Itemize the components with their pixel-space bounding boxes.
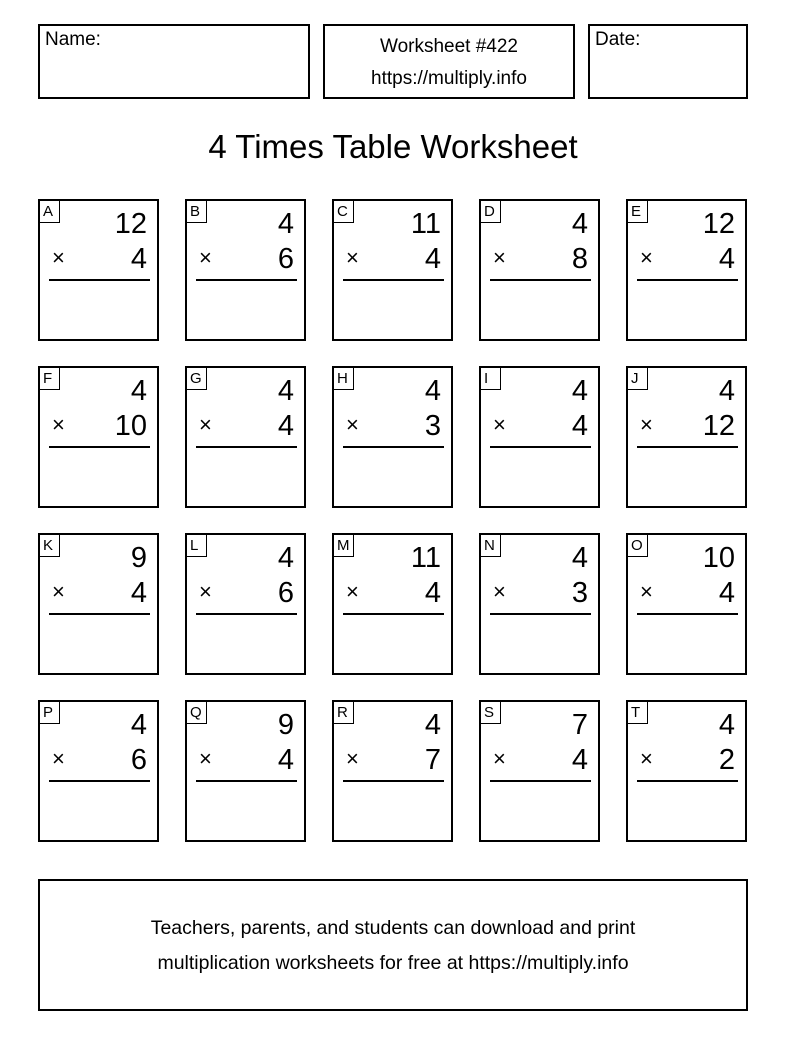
problem-multiplier: 4 (571, 744, 588, 776)
multiply-sign: × (52, 412, 65, 437)
problem-card[interactable] (479, 533, 600, 675)
problem-card[interactable] (626, 366, 747, 508)
answer-line (343, 613, 444, 615)
multiply-sign: × (346, 746, 359, 771)
answer-line (49, 780, 150, 782)
problem-multiplicand: 4 (130, 375, 147, 407)
problem-multiplicand: 4 (277, 208, 294, 240)
multiply-sign: × (640, 412, 653, 437)
multiply-sign: × (346, 412, 359, 437)
problem-card[interactable] (332, 700, 453, 842)
problem-card[interactable] (626, 700, 747, 842)
problem-letter: B (187, 201, 207, 223)
multiply-sign: × (52, 746, 65, 771)
problem-multiplier: 4 (571, 410, 588, 442)
problem-card[interactable] (185, 700, 306, 842)
problem-multiplicand: 4 (571, 542, 588, 574)
problem-card[interactable] (479, 366, 600, 508)
answer-line (343, 279, 444, 281)
worksheet-url: https://multiply.info (371, 68, 527, 89)
date-field-box[interactable] (588, 24, 748, 99)
problem-letter: O (628, 535, 648, 557)
answer-line (49, 446, 150, 448)
problem-card[interactable] (479, 700, 600, 842)
problem-letter: J (628, 368, 648, 390)
multiply-sign: × (346, 579, 359, 604)
problem-card[interactable] (38, 700, 159, 842)
problem-letter: N (481, 535, 501, 557)
problem-card[interactable] (332, 366, 453, 508)
problem-letter: A (40, 201, 60, 223)
answer-line (196, 780, 297, 782)
problem-letter: I (481, 368, 501, 390)
problem-multiplier: 2 (718, 744, 735, 776)
multiply-sign: × (199, 412, 212, 437)
problem-multiplicand: 9 (277, 709, 294, 741)
name-label: Name: (45, 29, 101, 50)
problem-letter: H (334, 368, 354, 390)
footer-box (38, 879, 748, 1011)
problem-multiplier: 8 (571, 243, 588, 275)
answer-line (490, 613, 591, 615)
problem-multiplicand: 12 (702, 208, 735, 240)
answer-line (490, 279, 591, 281)
answer-line (343, 780, 444, 782)
worksheet-number: Worksheet #422 (379, 36, 518, 57)
footer-text-line-1: Teachers, parents, and students can download and print (150, 917, 636, 939)
problem-multiplier: 4 (130, 243, 147, 275)
problem-multiplicand: 11 (410, 208, 441, 240)
multiply-sign: × (199, 245, 212, 270)
problem-letter: D (481, 201, 501, 223)
problem-multiplier: 6 (277, 243, 294, 275)
problem-card[interactable] (332, 199, 453, 341)
problem-multiplicand: 4 (718, 709, 735, 741)
problem-card[interactable] (626, 199, 747, 341)
multiply-sign: × (52, 579, 65, 604)
worksheet-info-box (323, 24, 575, 99)
multiply-sign: × (493, 245, 506, 270)
problem-multiplicand: 4 (424, 709, 441, 741)
answer-line (196, 446, 297, 448)
multiply-sign: × (640, 245, 653, 270)
multiply-sign: × (493, 412, 506, 437)
problem-multiplicand: 9 (130, 542, 147, 574)
problem-letter: T (628, 702, 648, 724)
problem-multiplier: 4 (424, 243, 441, 275)
date-label: Date: (595, 29, 641, 50)
multiply-sign: × (52, 245, 65, 270)
problem-card[interactable] (38, 366, 159, 508)
multiply-sign: × (493, 746, 506, 771)
problem-multiplicand: 4 (277, 375, 294, 407)
answer-line (490, 446, 591, 448)
problem-multiplier: 4 (130, 577, 147, 609)
problem-multiplicand: 4 (130, 709, 147, 741)
answer-line (49, 613, 150, 615)
multiply-sign: × (346, 245, 359, 270)
problem-multiplier: 3 (424, 410, 441, 442)
problem-multiplier: 3 (571, 577, 588, 609)
problem-multiplier: 7 (424, 744, 441, 776)
problem-multiplier: 4 (424, 577, 441, 609)
problem-letter: P (40, 702, 60, 724)
problem-multiplier: 4 (718, 243, 735, 275)
problem-multiplier: 6 (277, 577, 294, 609)
problem-letter: E (628, 201, 648, 223)
multiply-sign: × (640, 746, 653, 771)
multiply-sign: × (199, 579, 212, 604)
problem-multiplicand: 4 (571, 375, 588, 407)
problem-card[interactable] (626, 533, 747, 675)
problem-multiplier: 12 (702, 410, 735, 442)
problem-card[interactable] (332, 533, 453, 675)
problem-letter: Q (187, 702, 207, 724)
multiply-sign: × (640, 579, 653, 604)
problem-multiplicand: 7 (571, 709, 588, 741)
answer-line (637, 613, 738, 615)
problem-card[interactable] (185, 533, 306, 675)
problem-letter: M (334, 535, 354, 557)
problem-card[interactable] (479, 199, 600, 341)
problem-letter: L (187, 535, 207, 557)
problem-multiplier: 10 (114, 410, 147, 442)
answer-line (637, 780, 738, 782)
problem-letter: G (187, 368, 207, 390)
answer-line (490, 780, 591, 782)
problem-multiplier: 4 (277, 744, 294, 776)
problem-letter: S (481, 702, 501, 724)
page-title: 4 Times Table Worksheet (208, 128, 578, 165)
problem-letter: K (40, 535, 60, 557)
problem-multiplicand: 12 (114, 208, 147, 240)
multiply-sign: × (199, 746, 212, 771)
problem-card[interactable] (38, 533, 159, 675)
problem-multiplier: 4 (277, 410, 294, 442)
name-field-box[interactable] (38, 24, 310, 99)
answer-line (49, 279, 150, 281)
problem-card[interactable] (38, 199, 159, 341)
problem-multiplicand: 4 (571, 208, 588, 240)
answer-line (196, 613, 297, 615)
answer-line (637, 446, 738, 448)
problem-letter: C (334, 201, 354, 223)
answer-line (343, 446, 444, 448)
problem-multiplicand: 11 (410, 542, 441, 574)
problem-card[interactable] (185, 366, 306, 508)
answer-line (196, 279, 297, 281)
problem-multiplier: 4 (718, 577, 735, 609)
problem-multiplicand: 4 (718, 375, 735, 407)
problem-multiplicand: 4 (424, 375, 441, 407)
problem-letter: R (334, 702, 354, 724)
problem-multiplicand: 4 (277, 542, 294, 574)
problem-multiplicand: 10 (702, 542, 735, 574)
multiply-sign: × (493, 579, 506, 604)
problem-card[interactable] (185, 199, 306, 341)
answer-line (637, 279, 738, 281)
footer-text-line-2: multiplication worksheets for free at https://multiply.info (157, 952, 629, 974)
problem-letter: F (40, 368, 60, 390)
problem-multiplier: 6 (130, 744, 147, 776)
